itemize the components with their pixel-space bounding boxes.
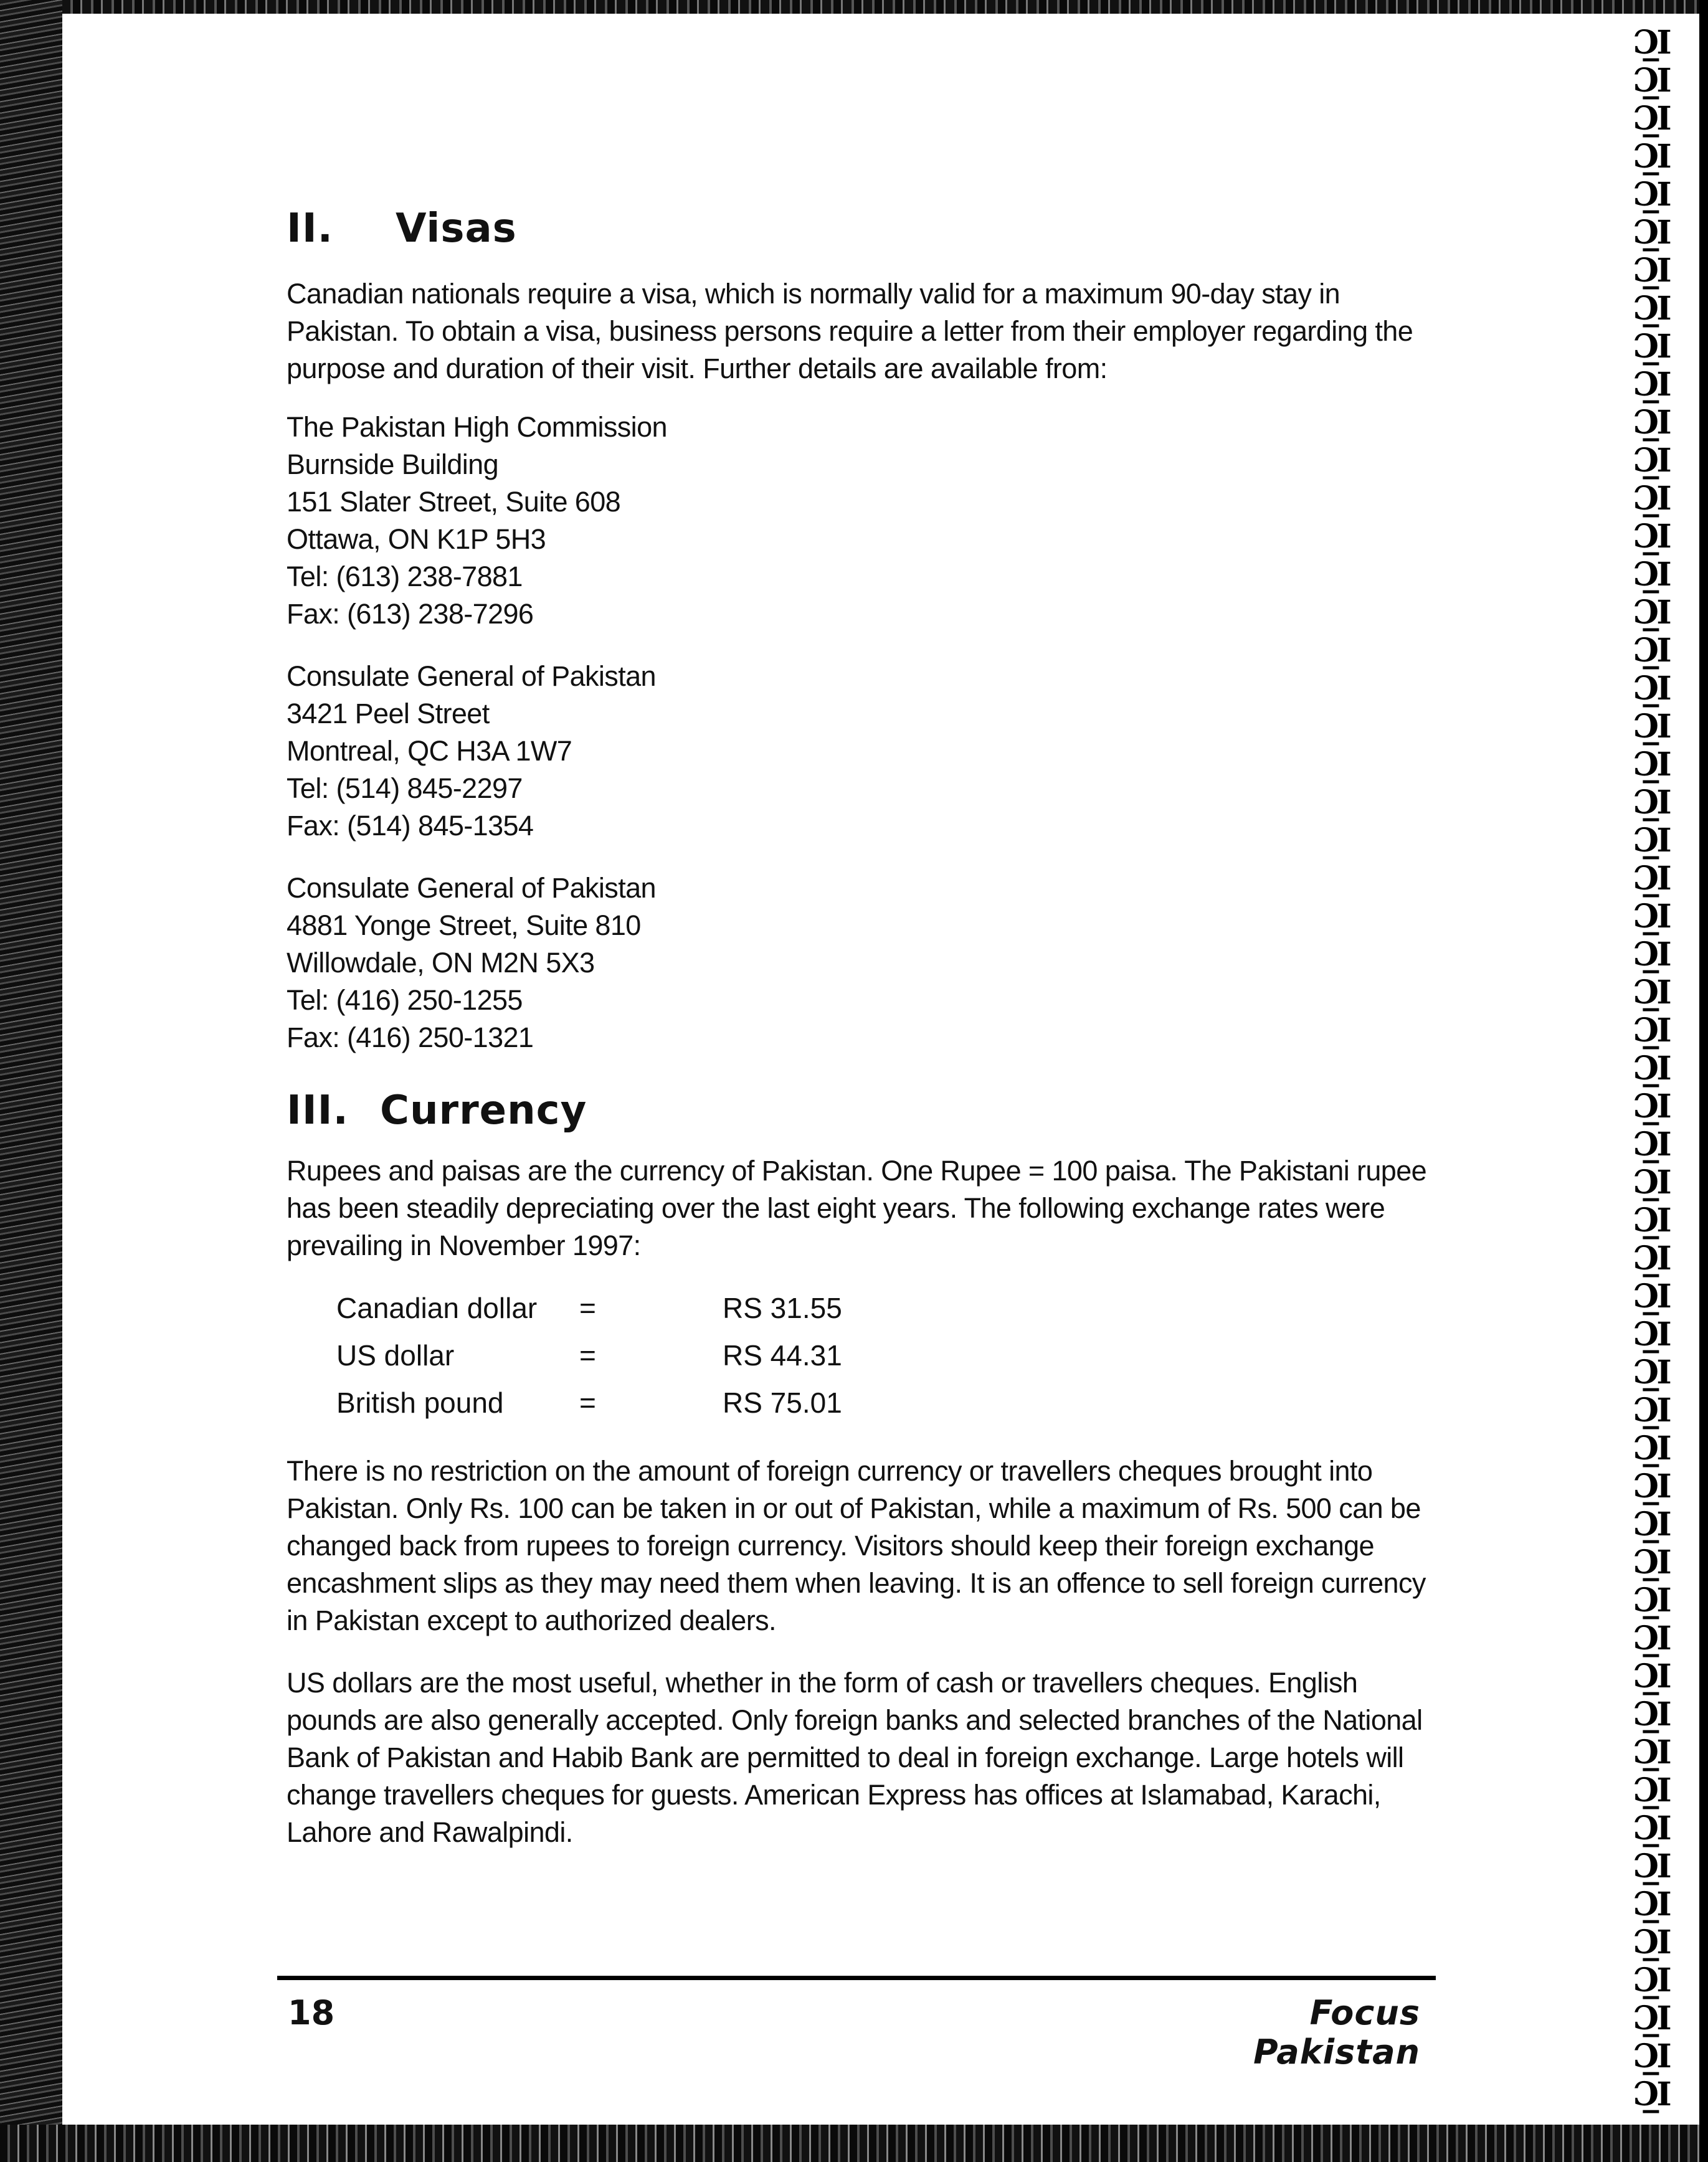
binding-coil-icon: Ɔ̲I [1633,1657,1669,1695]
scan-border-top [0,0,1708,14]
binding-coil-icon: Ɔ̲I [1633,746,1669,784]
binding-coil-icon: Ɔ̲I [1633,1695,1669,1733]
binding-coil-icon: Ɔ̲I [1633,2075,1669,2113]
binding-coil-icon: Ɔ̲I [1633,138,1669,176]
binding-coil-icon: Ɔ̲I [1633,2037,1669,2075]
rate-value: RS 31.55 [723,1292,842,1324]
page-content [287,187,1445,1851]
scan-border-left [0,0,62,2162]
binding-coil-icon: Ɔ̲I [1633,404,1669,442]
binding-coil-icon: Ɔ̲I [1633,632,1669,670]
binding-coil-icon: Ɔ̲I [1633,1164,1669,1202]
scan-border-bottom [0,2125,1708,2162]
binding-coil-icon: Ɔ̲I [1633,1885,1669,1923]
binding-coil-icon: Ɔ̲I [1633,24,1669,62]
currency-paragraph-restrictions: There is no restriction on the amount of foreign currency or travellers cheques brought into Pakistan. Only Rs. 100 can be taken in or out of Pakistan, while a maximum of Rs. 500 can be changed back from rupees to foreign currency. Visitors should keep their foreign exchange encashment slips as they may need them when leaving. It is an offence to sell foreign currency in Pakistan except to authorized dealers. [287,1455,1426,1636]
address-name: Consulate General of Pakistan [287,660,656,692]
address-fax: Fax: (613) 238-7296 [287,598,534,630]
footer-rule [277,1976,1436,1980]
binding-coil-icon: Ɔ̲I [1633,1088,1669,1126]
binding-coil-icon: Ɔ̲I [1633,1467,1669,1505]
address-city: Willowdale, ON M2N 5X3 [287,947,595,979]
section-title: Visas [396,206,517,252]
binding-coil-icon: Ɔ̲I [1633,1809,1669,1847]
address-tel: Tel: (416) 250-1255 [287,984,523,1016]
address-tel: Tel: (613) 238-7881 [287,561,523,592]
binding-coil-icon: Ɔ̲I [1633,176,1669,214]
address-name: Consulate General of Pakistan [287,872,656,904]
binding-coil-icon: Ɔ̲I [1633,1126,1669,1164]
visas-section [287,206,1445,1056]
binding-coil-icon: Ɔ̲I [1633,518,1669,556]
address-line: 4881 Yonge Street, Suite 810 [287,909,641,941]
binding-coil-icon: Ɔ̲I [1633,822,1669,860]
binding-coil-icon: Ɔ̲I [1633,1278,1669,1316]
binding-coil-icon: Ɔ̲I [1633,1999,1669,2037]
visas-heading [287,206,1445,252]
binding-coil-icon: Ɔ̲I [1633,328,1669,366]
exchange-rate-table [336,1284,1445,1426]
address-fax: Fax: (416) 250-1321 [287,1022,534,1053]
binding-coil-icon: Ɔ̲I [1633,1961,1669,1999]
address-block-willowdale [287,870,1445,1056]
rate-equals: = [579,1339,596,1372]
section-title: Currency [380,1088,587,1134]
binding-coil-icon: Ɔ̲I [1633,1392,1669,1429]
binding-coil-icon: Ɔ̲I [1633,100,1669,138]
binding-coil-icon: Ɔ̲I [1633,1240,1669,1278]
binding-coil-icon: Ɔ̲I [1633,1012,1669,1050]
rate-equals: = [579,1387,596,1419]
binding-coil-icon: Ɔ̲I [1633,290,1669,328]
binding-coil-icon: Ɔ̲I [1633,1581,1669,1619]
binding-coil-icon: Ɔ̲I [1633,860,1669,898]
binding-coil-icon: Ɔ̲I [1633,898,1669,936]
address-block-ottawa [287,409,1445,633]
rate-value: RS 44.31 [723,1339,842,1372]
publication-title: Focus Pakistan [1253,1993,1420,2072]
currency-section [287,1088,1445,1851]
section-number: III. [287,1088,349,1134]
address-tel: Tel: (514) 845-2297 [287,772,523,804]
binding-coil-icon: Ɔ̲I [1633,1733,1669,1771]
address-fax: Fax: (514) 845-1354 [287,810,534,842]
binding-coil-icon: Ɔ̲I [1633,1847,1669,1885]
binding-coil-icon: Ɔ̲I [1633,594,1669,632]
binding-coil-icon: Ɔ̲I [1633,1429,1669,1467]
rate-currency: Canadian dollar [336,1292,538,1324]
binding-coil-icon: Ɔ̲I [1633,670,1669,708]
visas-intro: Canadian nationals require a visa, which is normally valid for a maximum 90-day stay in Pakistan. To obtain a visa, business persons require a letter from their employer regarding the purpose and duration of their visit. Further details are available from: [287,278,1413,384]
currency-heading [287,1088,1445,1134]
binding-coil-icon: Ɔ̲I [1633,556,1669,594]
binding-coil-icon: Ɔ̲I [1633,366,1669,404]
binding-coil-icon: Ɔ̲I [1633,1316,1669,1354]
address-name: The Pakistan High Commission [287,411,667,443]
binding-coil-icon: Ɔ̲I [1633,784,1669,822]
binding-coil-icon: Ɔ̲I [1633,1505,1669,1543]
rate-row [336,1379,1445,1426]
binding-coil-icon: Ɔ̲I [1633,974,1669,1012]
address-line: 151 Slater Street, Suite 608 [287,486,621,518]
binding-coil-icon: Ɔ̲I [1633,708,1669,746]
binding-coil-icon: Ɔ̲I [1633,1202,1669,1240]
page-number: 18 [288,1993,335,2032]
binding-coil-icon: Ɔ̲I [1633,1543,1669,1581]
binding-coil-icon: Ɔ̲I [1633,1050,1669,1088]
rate-row [336,1332,1445,1379]
currency-intro: Rupees and paisas are the currency of Pakistan. One Rupee = 100 paisa. The Pakistani rupee has been steadily depreciating over the last eight years. The following exchange rates were prevailing in November 1997: [287,1155,1427,1261]
section-number: II. [287,206,333,252]
binding-coil-icon: Ɔ̲I [1633,252,1669,290]
binding-coil-icon: Ɔ̲I [1633,480,1669,518]
binding-coil-icon: Ɔ̲I [1633,214,1669,252]
address-line: Burnside Building [287,448,499,480]
binding-coil-icon: Ɔ̲I [1633,1771,1669,1809]
binding-rail [1699,0,1708,2162]
binding-coil-icon: Ɔ̲I [1633,1619,1669,1657]
address-city: Montreal, QC H3A 1W7 [287,735,572,767]
rate-equals: = [579,1292,596,1324]
rate-currency: US dollar [336,1339,455,1372]
binding-coil-icon: Ɔ̲I [1633,442,1669,480]
currency-paragraph-usd: US dollars are the most useful, whether in the form of cash or travellers cheques. English pounds are also generally accepted. Only foreign banks and selected branches of the National Bank of Pakistan and Habib Bank are permitted to deal in foreign exchange. Large hotels will change travellers cheques for guests. American Express has offices at Islamabad, Karachi, Lahore and Rawalpindi. [287,1667,1423,1848]
address-line: 3421 Peel Street [287,698,490,729]
binding-coil-icon: Ɔ̲I [1633,62,1669,100]
binding-coil-icon: Ɔ̲I [1633,936,1669,974]
rate-value: RS 75.01 [723,1387,842,1419]
rate-currency: British pound [336,1387,504,1419]
spiral-binding [1615,0,1708,2162]
address-city: Ottawa, ON K1P 5H3 [287,523,546,555]
binding-coil-icon: Ɔ̲I [1633,1354,1669,1392]
address-block-montreal [287,658,1445,845]
binding-coil-icon: Ɔ̲I [1633,1923,1669,1961]
rate-row [336,1284,1445,1332]
